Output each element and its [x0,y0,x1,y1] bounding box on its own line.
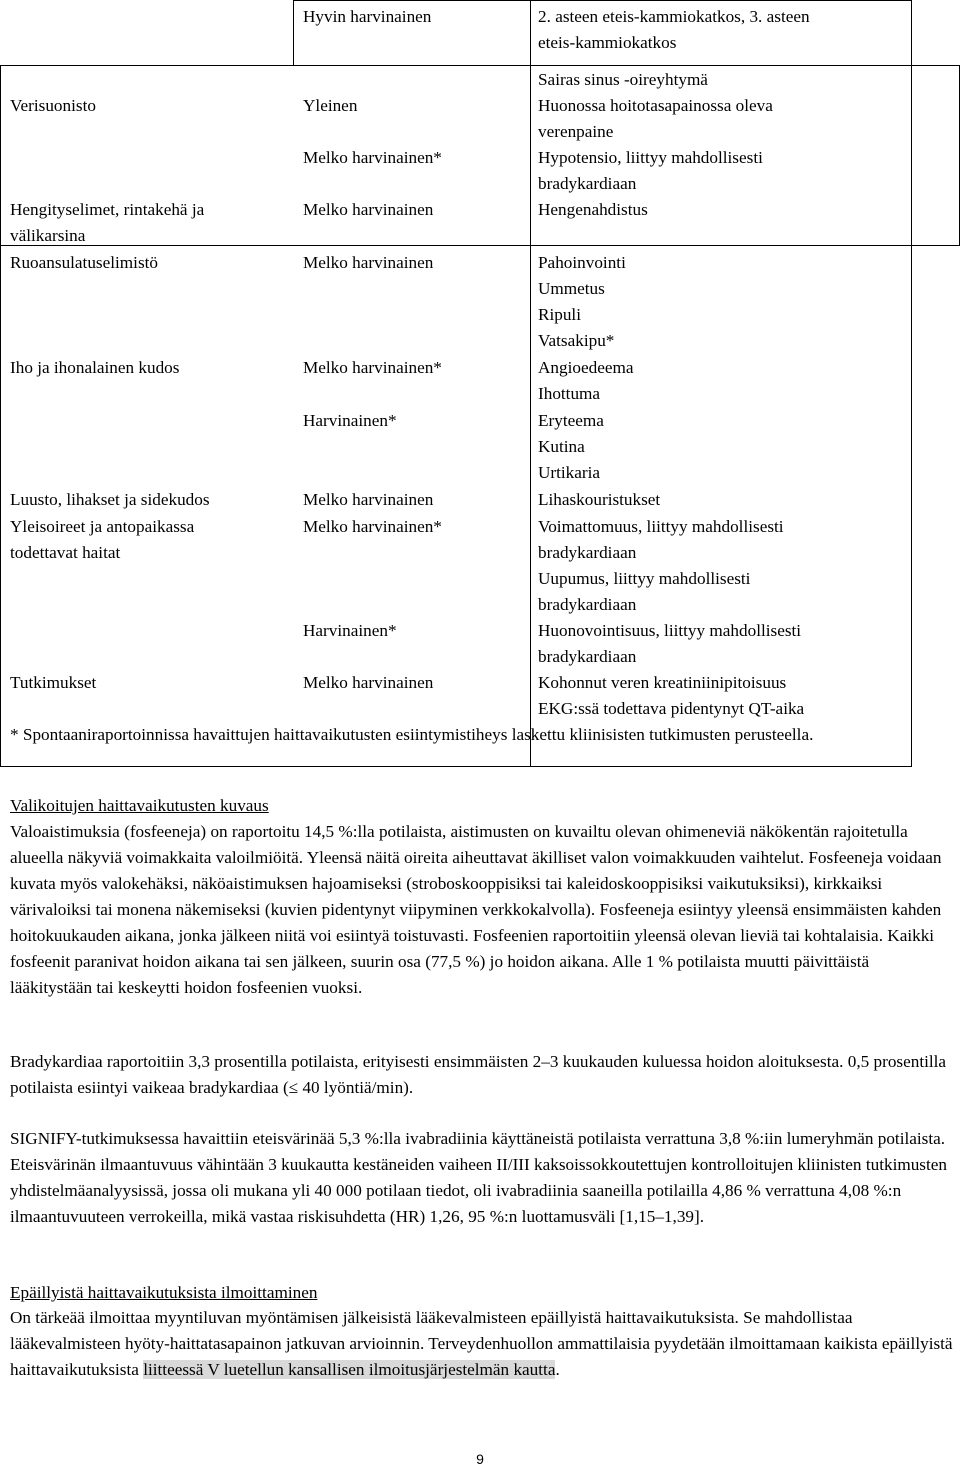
effect-cell: Hengenahdistus [538,200,648,219]
paragraph: Bradykardiaa raportoitiin 3,3 prosentilla potilaista, erityisesti ensimmäisten 2–3 kuukauden kuluessa hoidon aloituksesta. 0,5 prosentilla potilaista esiintyi vaikeaa bradykardiaa (≤ 40 lyöntiä/min). [10,1052,947,1097]
frequency-cell: Melko harvinainen* [303,358,442,377]
organ-cell: Iho ja ihonalainen kudos [10,358,180,377]
effect-cell: Lihaskouristukset [538,490,661,509]
effect-cell: Huonovointisuus, liittyy mahdollisesti [538,621,802,640]
effect-cell: Sairas sinus -oireyhtymä [538,70,708,89]
effect-cell: bradykardiaan [538,647,637,666]
organ-cell: Yleisoireet ja antopaikassa [10,517,195,536]
effect-cell: Angioedeema [538,358,634,377]
paragraph-end: . [555,1360,560,1379]
effect-cell: bradykardiaan [538,174,637,193]
effect-cell: Ripuli [538,305,581,324]
effect-cell: eteis-kammiokatkos [538,33,677,52]
paragraph [10,1305,955,1383]
frequency-cell: Melko harvinainen* [303,517,442,536]
effect-cell: 2. asteen eteis-kammiokatkos, 3. asteen [538,7,810,26]
effect-cell: Kutina [538,437,585,456]
footnote: * Spontaaniraportoinnissa havaittujen haittavaikutusten esiintymistiheys laskettu kliinisisten tutkimusten perusteella. [10,725,814,744]
effect-cell: Hypotensio, liittyy mahdollisesti [538,148,763,167]
effect-cell: Eryteema [538,411,604,430]
frequency-cell: Hyvin harvinainen [303,7,432,26]
effect-cell: Kohonnut veren kreatiniinipitoisuus [538,673,787,692]
section-heading: Valikoitujen haittavaikutusten kuvaus [10,796,269,815]
effect-cell: Uupumus, liittyy mahdollisesti [538,569,751,588]
page-number: 9 [476,1451,484,1467]
effect-cell: Voimattomuus, liittyy mahdollisesti [538,517,784,536]
organ-cell: todettavat haitat [10,543,121,562]
effect-cell: Pahoinvointi [538,253,626,272]
organ-cell: Ruoansulatuselimistö [10,253,158,272]
frequency-cell: Melko harvinainen [303,490,434,509]
organ-cell: Luusto, lihakset ja sidekudos [10,490,210,509]
organ-cell: Verisuonisto [10,96,96,115]
frequency-cell: Yleinen [303,96,358,115]
frequency-cell: Melko harvinainen* [303,148,442,167]
organ-cell: välikarsina [10,226,86,245]
effect-cell: Ummetus [538,279,605,298]
effect-cell: EKG:ssä todettava pidentynyt QT-aika [538,699,805,718]
frequency-cell: Melko harvinainen [303,200,434,219]
effect-cell: Urtikaria [538,463,601,482]
effect-cell: bradykardiaan [538,595,637,614]
paragraph: SIGNIFY-tutkimuksessa havaittiin eteisvärinää 5,3 %:lla ivabradiinia käyttäneistä potilaista verrattuna 3,8 %:iin lumeryhmän potilaista. Eteisvärinän ilmaantuvuus vähintään 3 kuukautta kestäneiden vaiheen II/III kaksoissokkoutettujen kontrolloitujen kliinisten tutkimusten yhdistelmäanalyysissä, jossa oli mukana yli 40 000 potilaan tiedot, oli ivabradiinia saaneilla potilailla 4,86 % verrattuna 4,08 %:n ilmaantuvuuteen verrokeilla, mikä vastaa riskisuhdetta (HR) 1,26, 95 %:n luottamusväli [1,15–1,39]. [10,1129,947,1226]
effect-cell: Huonossa hoitotasapainossa oleva [538,96,773,115]
section-heading: Epäillyistä haittavaikutuksista ilmoittaminen [10,1283,318,1302]
paragraph-text: On tärkeää ilmoittaa myyntiluvan myöntämisen jälkeisistä lääkevalmisteen epäillyistä haittavaikutuksista. Se mahdollistaa lääkevalmisteen hyöty-haittatasapainon jatkuvan arvioinnin. Terveydenhuollon ammattilaisia pyydetään ilmoittamaan kaikista epäillyistä haittavaikutuksista [10,1308,953,1379]
effect-cell: Ihottuma [538,384,601,403]
highlighted-text: liitteessä V luetellun kansallisen ilmoitusjärjestelmän kautta [143,1360,556,1379]
frequency-cell: Harvinainen* [303,621,397,640]
organ-cell: Hengityselimet, rintakehä ja [10,200,205,219]
frequency-cell: Melko harvinainen [303,673,434,692]
frequency-cell: Melko harvinainen [303,253,434,272]
effect-cell: bradykardiaan [538,543,637,562]
paragraph: Valoaistimuksia (fosfeeneja) on raportoitu 14,5 %:lla potilaista, aistimusten on kuvailtu olevan ohimeneviä näkökentän rajoitetulla alueella näkyviä voimakkaita valoilmiöitä. Yleensä näitä oireita aiheuttavat äkilliset valon voimakkuuden vaihtelut. Fosfeeneja voidaan kuvata myös valokehäksi, näköaistimuksen hajoamiseksi (stroboskooppisiksi tai kaleidoskooppisiksi vaikutuksiksi), kirkkaiksi värivaloiksi tai monena näkemiseksi (kuvien pidentynyt viipyminen verkkokalvolla). Fosfeeneja esiintyy yleensä ensimmäisten kahden hoitokuukauden aikana, jonka jälkeen niitä voi esiintyä toistuvasti. Fosfeenien raportoitiin yleensä olevan lieviä tai kohtalaisia. Kaikki fosfeenit paranivat hoidon aikana tai sen jälkeen, suurin osa (77,5 %) jo hoidon aikana. Alle 1 % potilaista muutti päivittäistä lääkitystään tai keskeytti hoidon fosfeenien vuoksi. [10,822,942,997]
effect-cell: verenpaine [538,122,614,141]
organ-cell: Tutkimukset [10,673,97,692]
effect-cell: Vatsakipu* [538,331,615,350]
frequency-cell: Harvinainen* [303,411,397,430]
